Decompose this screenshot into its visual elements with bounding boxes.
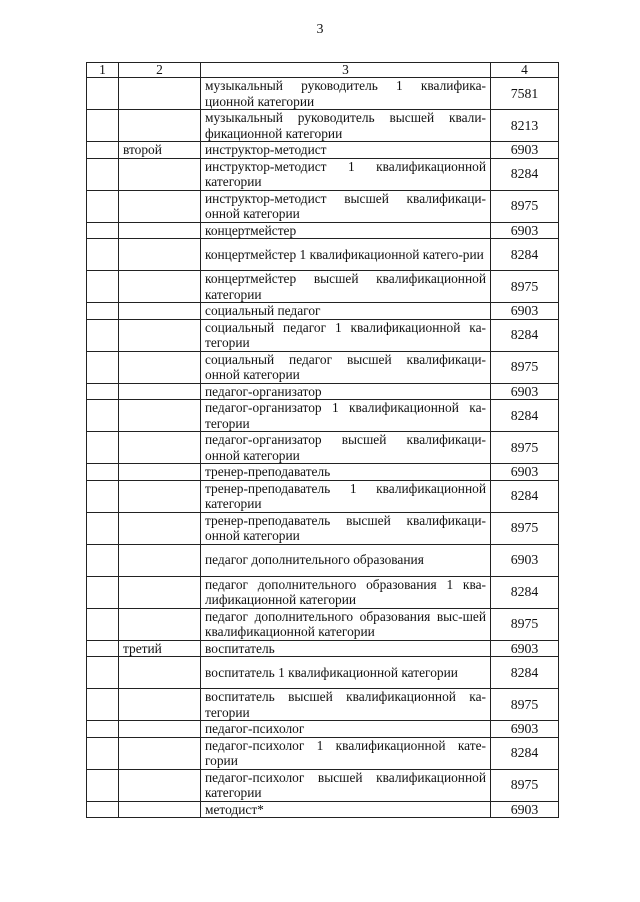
position-cell: музыкальный руководитель 1 квалифика-ционной категории bbox=[201, 78, 491, 110]
row-number-cell bbox=[87, 190, 119, 222]
table-row bbox=[87, 737, 559, 769]
level-cell: второй bbox=[119, 142, 201, 159]
table-row bbox=[87, 303, 559, 320]
row-number-cell bbox=[87, 576, 119, 608]
level-cell bbox=[119, 319, 201, 351]
level-cell bbox=[119, 78, 201, 110]
amount-cell: 8284 bbox=[491, 319, 559, 351]
table-row bbox=[87, 351, 559, 383]
amount-cell: 7581 bbox=[491, 78, 559, 110]
row-number-cell bbox=[87, 271, 119, 303]
position-cell: воспитатель 1 квалификационной категории bbox=[201, 657, 491, 689]
table-body bbox=[87, 78, 559, 818]
table-row bbox=[87, 769, 559, 801]
level-cell bbox=[119, 110, 201, 142]
level-cell bbox=[119, 512, 201, 544]
level-cell bbox=[119, 432, 201, 464]
table-row bbox=[87, 608, 559, 640]
table-row bbox=[87, 464, 559, 481]
position-cell: социальный педагог высшей квалификаци-онной категории bbox=[201, 351, 491, 383]
amount-cell: 8284 bbox=[491, 737, 559, 769]
level-cell bbox=[119, 769, 201, 801]
position-cell: педагог-психолог 1 квалификационной кате-гории bbox=[201, 737, 491, 769]
row-number-cell bbox=[87, 400, 119, 432]
level-cell bbox=[119, 464, 201, 481]
row-number-cell bbox=[87, 319, 119, 351]
table-row bbox=[87, 319, 559, 351]
level-cell bbox=[119, 576, 201, 608]
table-row bbox=[87, 689, 559, 721]
amount-cell: 8284 bbox=[491, 158, 559, 190]
page-number: 3 bbox=[316, 22, 324, 37]
table-row bbox=[87, 512, 559, 544]
row-number-cell bbox=[87, 158, 119, 190]
row-number-cell bbox=[87, 464, 119, 481]
position-cell: педагог-психолог высшей квалификационной категории bbox=[201, 769, 491, 801]
row-number-cell bbox=[87, 769, 119, 801]
row-number-cell bbox=[87, 608, 119, 640]
table-row bbox=[87, 400, 559, 432]
amount-cell: 8975 bbox=[491, 190, 559, 222]
level-cell bbox=[119, 271, 201, 303]
amount-cell: 8284 bbox=[491, 576, 559, 608]
position-cell: методист* bbox=[201, 801, 491, 818]
amount-cell: 6903 bbox=[491, 544, 559, 576]
amount-cell: 6903 bbox=[491, 640, 559, 657]
amount-cell: 8284 bbox=[491, 480, 559, 512]
row-number-cell bbox=[87, 110, 119, 142]
row-number-cell bbox=[87, 689, 119, 721]
row-number-cell bbox=[87, 721, 119, 738]
table-row bbox=[87, 142, 559, 159]
amount-cell: 8284 bbox=[491, 400, 559, 432]
row-number-cell bbox=[87, 351, 119, 383]
table-row bbox=[87, 657, 559, 689]
table-row bbox=[87, 432, 559, 464]
position-cell: педагог дополнительного образования bbox=[201, 544, 491, 576]
header-col-1: 1 bbox=[87, 63, 119, 78]
salary-table bbox=[86, 62, 559, 818]
position-cell: концертмейстер bbox=[201, 222, 491, 239]
level-cell bbox=[119, 544, 201, 576]
amount-cell: 8284 bbox=[491, 239, 559, 271]
position-cell: музыкальный руководитель высшей квали-фикационной категории bbox=[201, 110, 491, 142]
amount-cell: 8213 bbox=[491, 110, 559, 142]
row-number-cell bbox=[87, 239, 119, 271]
level-cell bbox=[119, 190, 201, 222]
row-number-cell bbox=[87, 737, 119, 769]
position-cell: тренер-преподаватель bbox=[201, 464, 491, 481]
table-row bbox=[87, 239, 559, 271]
position-cell: концертмейстер 1 квалификационной катего-рии bbox=[201, 239, 491, 271]
table-row bbox=[87, 480, 559, 512]
row-number-cell bbox=[87, 432, 119, 464]
level-cell bbox=[119, 721, 201, 738]
position-cell: инструктор-методист высшей квалификаци-онной категории bbox=[201, 190, 491, 222]
position-cell: социальный педагог bbox=[201, 303, 491, 320]
header-row bbox=[87, 63, 559, 78]
amount-cell: 6903 bbox=[491, 801, 559, 818]
header-col-2: 2 bbox=[119, 63, 201, 78]
level-cell bbox=[119, 657, 201, 689]
level-cell bbox=[119, 158, 201, 190]
level-cell bbox=[119, 400, 201, 432]
amount-cell: 6903 bbox=[491, 142, 559, 159]
row-number-cell bbox=[87, 78, 119, 110]
amount-cell: 6903 bbox=[491, 303, 559, 320]
table-row bbox=[87, 78, 559, 110]
position-cell: педагог-организатор 1 квалификационной ка-тегории bbox=[201, 400, 491, 432]
table-row bbox=[87, 271, 559, 303]
level-cell bbox=[119, 239, 201, 271]
amount-cell: 8975 bbox=[491, 512, 559, 544]
table-row bbox=[87, 190, 559, 222]
amount-cell: 8975 bbox=[491, 608, 559, 640]
row-number-cell bbox=[87, 303, 119, 320]
level-cell bbox=[119, 383, 201, 400]
table-row bbox=[87, 158, 559, 190]
position-cell: тренер-преподаватель 1 квалификационной категории bbox=[201, 480, 491, 512]
position-cell: социальный педагог 1 квалификационной ка-тегории bbox=[201, 319, 491, 351]
table-row bbox=[87, 576, 559, 608]
table-row bbox=[87, 721, 559, 738]
row-number-cell bbox=[87, 544, 119, 576]
table-row bbox=[87, 801, 559, 818]
header-col-3: 3 bbox=[201, 63, 491, 78]
row-number-cell bbox=[87, 640, 119, 657]
row-number-cell bbox=[87, 222, 119, 239]
position-cell: концертмейстер высшей квалификационной категории bbox=[201, 271, 491, 303]
row-number-cell bbox=[87, 657, 119, 689]
row-number-cell bbox=[87, 480, 119, 512]
position-cell: педагог-организатор высшей квалификаци-онной категории bbox=[201, 432, 491, 464]
amount-cell: 8975 bbox=[491, 769, 559, 801]
position-cell: тренер-преподаватель высшей квалификаци-онной категории bbox=[201, 512, 491, 544]
table-row bbox=[87, 640, 559, 657]
row-number-cell bbox=[87, 383, 119, 400]
position-cell: воспитатель bbox=[201, 640, 491, 657]
position-cell: инструктор-методист bbox=[201, 142, 491, 159]
table-row bbox=[87, 222, 559, 239]
level-cell bbox=[119, 222, 201, 239]
position-cell: инструктор-методист 1 квалификационной категории bbox=[201, 158, 491, 190]
amount-cell: 6903 bbox=[491, 464, 559, 481]
row-number-cell bbox=[87, 801, 119, 818]
table-row bbox=[87, 544, 559, 576]
amount-cell: 8975 bbox=[491, 351, 559, 383]
row-number-cell bbox=[87, 142, 119, 159]
header-col-4: 4 bbox=[491, 63, 559, 78]
position-cell: педагог дополнительного образования 1 ква-лификационной категории bbox=[201, 576, 491, 608]
table-row bbox=[87, 110, 559, 142]
level-cell bbox=[119, 737, 201, 769]
table-header bbox=[87, 63, 559, 78]
amount-cell: 6903 bbox=[491, 222, 559, 239]
position-cell: педагог-организатор bbox=[201, 383, 491, 400]
amount-cell: 8284 bbox=[491, 657, 559, 689]
amount-cell: 6903 bbox=[491, 721, 559, 738]
row-number-cell bbox=[87, 512, 119, 544]
level-cell bbox=[119, 351, 201, 383]
position-cell: педагог-психолог bbox=[201, 721, 491, 738]
position-cell: воспитатель высшей квалификационной ка-тегории bbox=[201, 689, 491, 721]
table-row bbox=[87, 383, 559, 400]
level-cell: третий bbox=[119, 640, 201, 657]
amount-cell: 6903 bbox=[491, 383, 559, 400]
level-cell bbox=[119, 480, 201, 512]
amount-cell: 8975 bbox=[491, 432, 559, 464]
level-cell bbox=[119, 801, 201, 818]
position-cell: педагог дополнительного образования выс-шей квалификационной категории bbox=[201, 608, 491, 640]
level-cell bbox=[119, 303, 201, 320]
level-cell bbox=[119, 689, 201, 721]
amount-cell: 8975 bbox=[491, 689, 559, 721]
amount-cell: 8975 bbox=[491, 271, 559, 303]
level-cell bbox=[119, 608, 201, 640]
